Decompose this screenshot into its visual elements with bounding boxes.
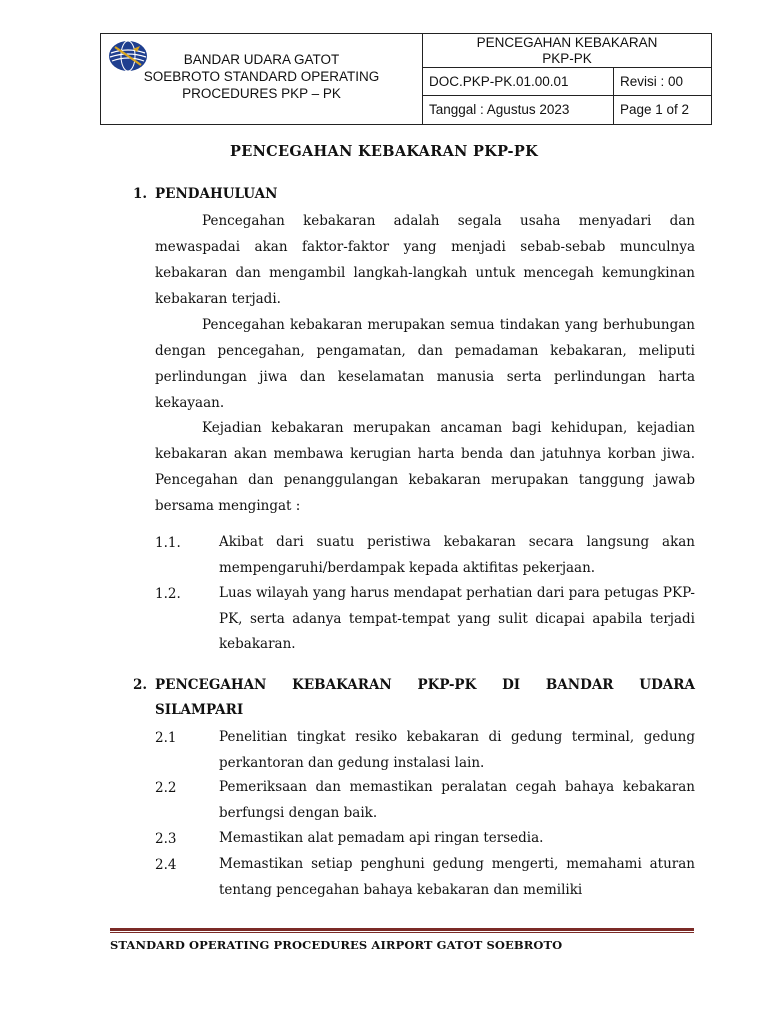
organization-name-line1: BANDAR UDARA GATOT [183, 52, 340, 67]
document-number: DOC.PKP-PK.01.00.01 [423, 68, 614, 96]
section1-paragraph-2: Pencegahan kebakaran merupakan semua tindakan yang berhubungan dengan pencegahan, pengamatan, dan pemadaman kebakaran, meliputi perlindungan jiwa dan keselamatan manusia serta perlindungan harta kekayaan. [155, 317, 695, 411]
section2-item-1-text: Penelitian tingkat resiko kebakaran di gedung terminal, gedung perkantoran dan gedung instalasi lain. [219, 729, 695, 771]
section1-paragraph-1: Pencegahan kebakaran adalah segala usaha menyadari dan mewaspadai akan faktor-faktor yang menjadi sebab-sebab munculnya kebakaran dan mengambil langkah-langkah untuk mencegah kemungkinan kebakaran terjadi. [155, 213, 695, 307]
organization-name-line3: PROCEDURES PKP – PK [182, 86, 341, 101]
section2-number: 2. [133, 677, 148, 693]
section2-heading-word: DI [502, 677, 521, 693]
section2-item-4-number: 2.4 [155, 857, 177, 873]
section2-heading-line1 [155, 677, 695, 693]
header-title-cell [423, 34, 711, 68]
section2-heading-line2: SILAMPARI [155, 702, 244, 718]
section2-heading-word: PKP-PK [417, 677, 477, 693]
document-header-table [100, 33, 712, 125]
page-number: Page 1 of 2 [620, 102, 690, 117]
footer-divider-thick [110, 928, 694, 931]
header-title-line2: PKP-PK [542, 51, 592, 66]
section1-paragraph-3: Kejadian kebakaran merupakan ancaman bagi kehidupan, kejadian kebakaran akan membawa kerugian harta benda dan jatuhnya korban jiwa. Pencegahan dan penanggulangan kebakaran merupakan tanggung jawab bersama mengingat : [155, 420, 695, 514]
section1-item-1-text: Akibat dari suatu peristiwa kebakaran secara langsung akan mempengaruhi/berdampak kepada aktifitas pekerjaan. [219, 534, 695, 576]
section2-item-3-text: Memastikan alat pemadam api ringan tersedia. [219, 830, 544, 846]
section2-heading-word: PENCEGAHAN [155, 677, 267, 693]
page-footer: STANDARD OPERATING PROCEDURES AIRPORT GATOT SOEBROTO [110, 938, 563, 952]
document-title: PENCEGAHAN KEBAKARAN PKP-PK [230, 143, 538, 160]
section2-item-3-number: 2.3 [155, 831, 177, 847]
document-date: Tanggal : Agustus 2023 [423, 96, 614, 124]
section1-heading: PENDAHULUAN [155, 186, 278, 202]
section2-item-1-number: 2.1 [155, 730, 177, 746]
header-title-line1: PENCEGAHAN KEBAKARAN [476, 35, 658, 50]
revision-number: Revisi : 00 [614, 68, 711, 96]
section2-heading-word: BANDAR [545, 677, 614, 693]
section2-heading-word: UDARA [639, 677, 695, 693]
organization-name-line2: SOEBROTO STANDARD OPERATING [143, 69, 380, 84]
section2-item-2-text: Pemeriksaan dan memastikan peralatan cegah bahaya kebakaran berfungsi dengan baik. [219, 779, 695, 821]
section2-item-2-number: 2.2 [155, 780, 177, 796]
footer-divider-thin [110, 932, 694, 933]
section2-heading-word: KEBAKARAN [292, 677, 392, 693]
section1-item-2-text: Luas wilayah yang harus mendapat perhatian dari para petugas PKP-PK, serta adanya tempat-tempat yang sulit dicapai apabila terjadi kebakaran. [219, 585, 695, 652]
section2-item-4-text: Memastikan setiap penghuni gedung mengerti, memahami aturan tentang pencegahan bahaya kebakaran dan memiliki [219, 856, 695, 898]
section1-item-2-number: 1.2. [155, 586, 181, 602]
organization-cell [101, 34, 423, 124]
section1-item-1-number: 1.1. [155, 535, 181, 551]
section1-number: 1. [133, 186, 148, 202]
